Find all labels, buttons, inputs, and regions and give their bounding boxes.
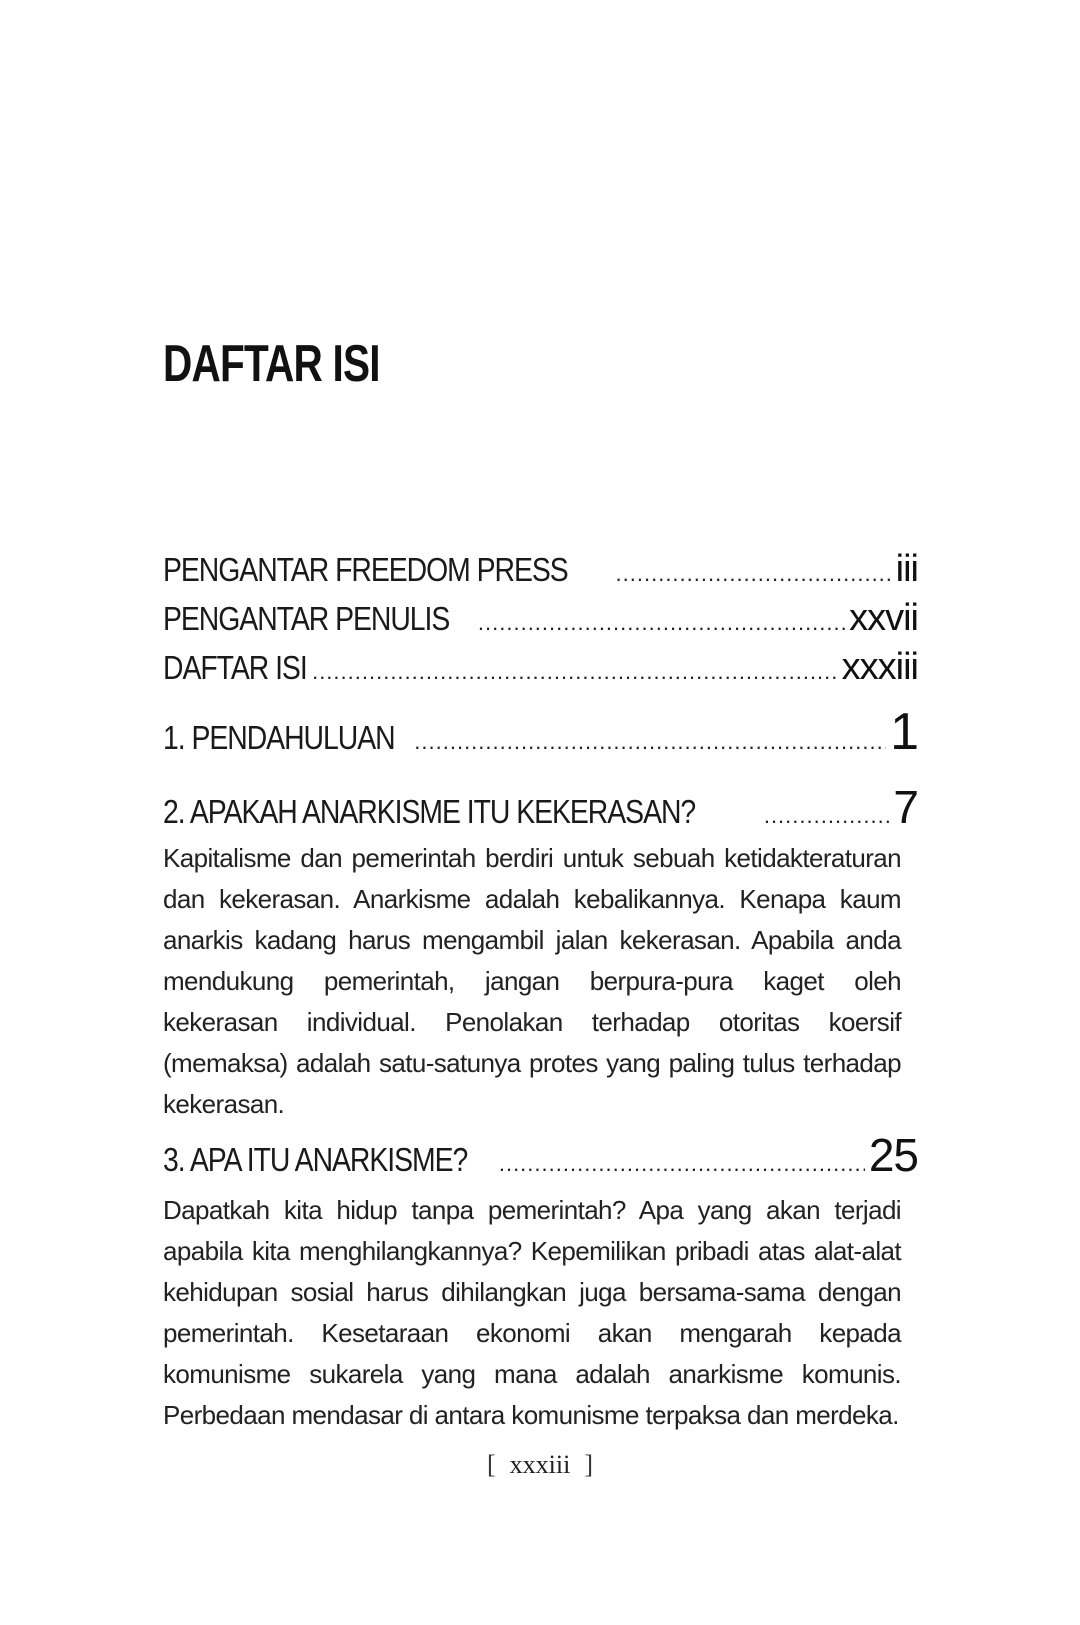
chapter-2-summary: Kapitalisme dan pemerintah berdiri untuk sebuah ketidakteraturan dan kekerasan. Anarkisme adalah kebalikannya. Kenapa kaum anarkis kadang harus mengambil jalan kekerasan. Apabila anda mendukung pemerintah, jangan berpura-pura kaget oleh kekerasan individual. Penolakan terhadap otoritas koersif (memaksa) adalah satu-satunya protes yang paling tulus terhadap kekerasan. <box>163 843 901 1119</box>
dot-leader <box>312 659 838 685</box>
toc-entry-page: 7 <box>893 781 918 833</box>
page-number: xxxiii <box>509 1450 571 1479</box>
toc-entry-label: PENGANTAR PENULIS <box>163 600 450 637</box>
toc-entry-apa-itu-anarkisme <box>163 1128 918 1182</box>
dot-leader <box>616 561 892 587</box>
toc-entry-label: DAFTAR ISI <box>163 649 307 686</box>
toc-entry-pendahuluan <box>163 702 918 762</box>
toc-entry-apakah-anarkisme-itu-kekerasan <box>163 780 918 834</box>
footer-open-bracket: [ <box>486 1450 496 1479</box>
page-title: DAFTAR ISI <box>163 335 380 393</box>
toc-entry-pengantar-penulis <box>163 597 918 640</box>
footer-close-bracket: ] <box>584 1450 593 1479</box>
dot-leader <box>499 1151 865 1177</box>
toc-entry-daftar-isi <box>163 646 918 689</box>
toc-entry-page: 25 <box>868 1129 918 1181</box>
dot-leader <box>478 610 845 636</box>
toc-entry-label: 1. PENDAHULUAN <box>163 719 395 756</box>
page-footer <box>0 1450 1080 1480</box>
toc-entry-page: iii <box>895 548 918 590</box>
toc-entry-page: xxvii <box>849 597 918 639</box>
dot-leader <box>764 803 890 829</box>
toc-entry-pengantar-freedom-press <box>163 548 918 591</box>
chapter-3-summary: Dapatkah kita hidup tanpa pemerintah? Apa yang akan terjadi apabila kita menghilangkannya? Kepemilikan pribadi atas alat-alat kehidupan sosial harus dihilangkan juga bersama-sama dengan pemerintah. Kesetaraan ekonomi akan mengarah kepada komunisme sukarela yang mana adalah anarkisme komunis. Perbedaan mendasar di antara komunisme terpaksa dan merdeka. <box>163 1195 901 1430</box>
toc-entry-label: PENGANTAR FREEDOM PRESS <box>163 551 568 588</box>
toc-entry-label: 2. APAKAH ANARKISME ITU KEKERASAN? <box>163 793 696 830</box>
toc-entry-label: 3. APA ITU ANARKISME? <box>163 1141 468 1178</box>
dot-leader <box>414 729 886 755</box>
toc-entry-page: xxxiii <box>841 646 918 688</box>
toc-entry-page: 1 <box>890 703 918 761</box>
